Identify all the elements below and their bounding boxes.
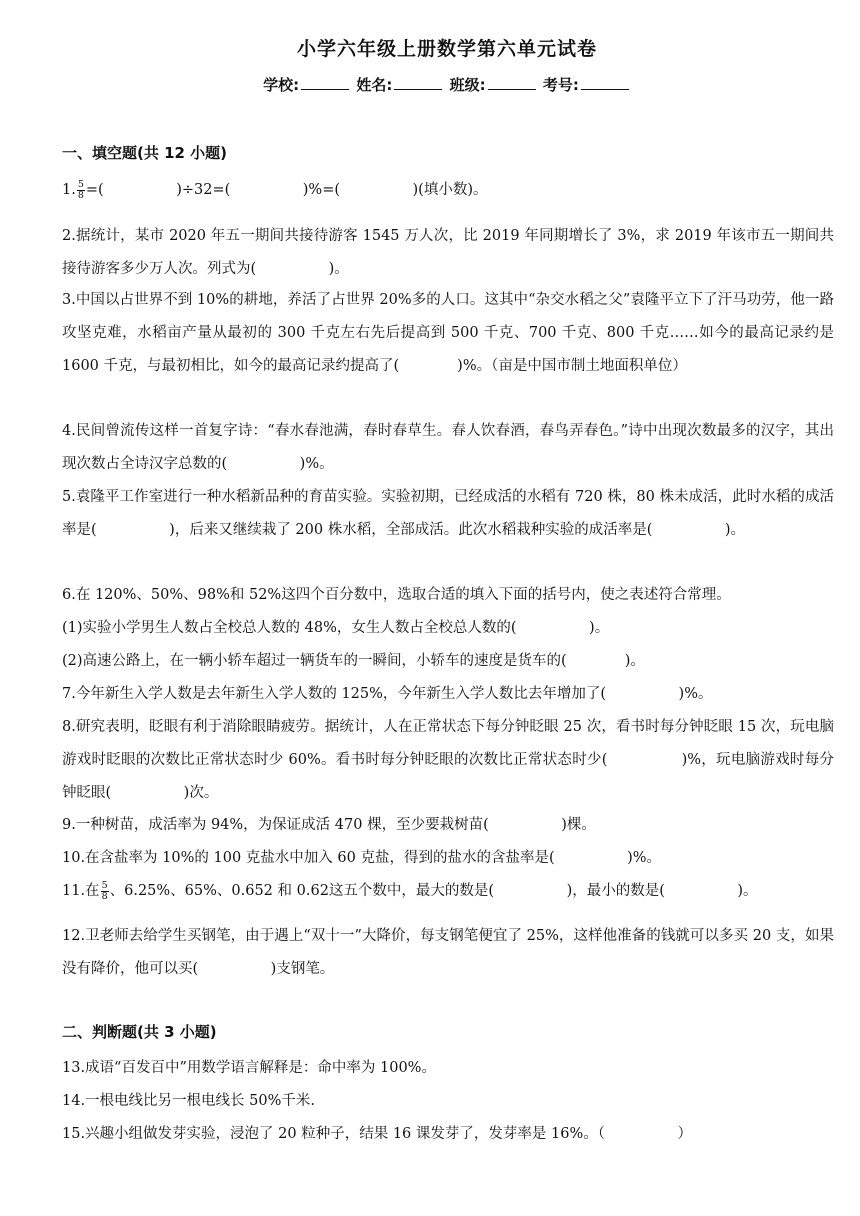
fraction-denominator: 8 — [77, 189, 84, 201]
question-3: 3.中国以占世界不到 10%的耕地，养活了占世界 20%多的人口。这其中“杂交水稻之父”袁隆平立下了汗马功劳，他一路攻坚克难，水稻亩产量从最初的 300 千克左右先后提高到 500 千克、700 千克、800 千克……如今的最高记录约是 1600 千克，与最初相比，如今的最高记录约提高了( )%。（亩是中国市制土地面积单位） — [62, 292, 834, 374]
fraction-denominator: 8 — [101, 890, 108, 902]
question-14: 14.一根电线比另一根电线长 50%千米. — [62, 1093, 316, 1109]
school-blank[interactable] — [301, 75, 349, 90]
question-6-part-2: (2)高速公路上，在一辆小轿车超过一辆货车的一瞬间，小轿车的速度是货车的( )。 — [62, 653, 645, 669]
exam-no-blank[interactable] — [581, 75, 629, 90]
question-5: 5.袁隆平工作室进行一种水稻新品种的育苗实验。实验初期，已经成活的水稻有 720 株，80 株未成活，此时水稻的成活率是( )，后来又继续栽了 200 株水稻，全部成活。此次水稻栽种实验的成活率是( )。 — [62, 489, 834, 538]
question-1 — [62, 174, 834, 207]
name-blank[interactable] — [394, 75, 442, 90]
fraction-numerator: 5 — [101, 879, 108, 891]
question-1-prefix: 1. — [62, 182, 76, 198]
question-15: 15.兴趣小组做发芽实验，浸泡了 20 粒种子，结果 16 课发芽了，发芽率是 16%。（ ） — [62, 1126, 692, 1142]
fraction-five-eighths — [101, 881, 109, 902]
class-blank[interactable] — [488, 75, 536, 90]
exam-no-label: 考号: — [542, 76, 579, 94]
question-4: 4.民间曾流传这样一首复字诗：“春水春池满，春时春草生。春人饮春酒，春鸟弄春色。”诗中出现次数最多的汉字，其出现次数占全诗汉字总数的( )%。 — [62, 423, 834, 472]
question-7: 7.今年新生入学人数是去年新生入学人数的 125%，今年新生入学人数比去年增加了( )%。 — [62, 686, 713, 702]
question-13: 13.成语“百发百中”用数学语言解释是：命中率为 100%。 — [62, 1060, 436, 1076]
class-label: 班级: — [449, 76, 486, 94]
question-1-text: =( )÷32=( )%=( )(填小数)。 — [85, 182, 488, 198]
question-12: 12.卫老师去给学生买钢笔，由于遇上“双十一”大降价，每支钢笔便宜了 25%，这样他准备的钱就可以多买 20 支，如果没有降价，他可以买( )支钢笔。 — [62, 928, 834, 977]
student-info-line — [62, 74, 832, 95]
question-10: 10.在含盐率为 10%的 100 克盐水中加入 60 克盐，得到的盐水的含盐率是( )%。 — [62, 850, 662, 866]
school-label: 学校: — [263, 76, 300, 94]
page-title: 小学六年级上册数学第六单元试卷 — [296, 38, 597, 60]
question-2: 2.据统计，某市 2020 年五一期间共接待游客 1545 万人次，比 2019 年同期增长了 3%，求 2019 年该市五一期间共接待游客多少万人次。列式为( )。 — [62, 228, 834, 277]
question-8: 8.研究表明，眨眼有利于消除眼睛疲劳。据统计，人在正常状态下每分钟眨眼 25 次，看书时每分钟眨眼 15 次，玩电脑游戏时眨眼的次数比正常状态时少 60%。看书时每分钟眨眼的次数比正常状态时少( )%，玩电脑游戏时每分钟眨眼( )次。 — [62, 719, 834, 801]
name-label: 姓名: — [356, 76, 393, 94]
section-heading-fill-blank: 一、填空题(共 12 小题) — [62, 144, 228, 162]
question-11-prefix: 11.在 — [62, 883, 100, 899]
question-9: 9.一种树苗，成活率为 94%，为保证成活 470 棵，至少要栽树苗( )棵。 — [62, 817, 596, 833]
question-6: 6.在 120%、50%、98%和 52%这四个百分数中，选取合适的填入下面的括号内，使之表述符合常理。 — [62, 587, 731, 603]
section-heading-true-false: 二、判断题(共 3 小题) — [62, 1023, 217, 1041]
question-11 — [62, 875, 834, 908]
fraction-five-eighths — [77, 180, 85, 201]
question-11-text: 、6.25%、65%、0.652 和 0.62这五个数中，最大的数是( )，最小的数是( )。 — [109, 883, 758, 899]
question-6-part-1: (1)实验小学男生人数占全校总人数的 48%，女生人数占全校总人数的( )。 — [62, 620, 610, 636]
fraction-numerator: 5 — [77, 178, 84, 190]
